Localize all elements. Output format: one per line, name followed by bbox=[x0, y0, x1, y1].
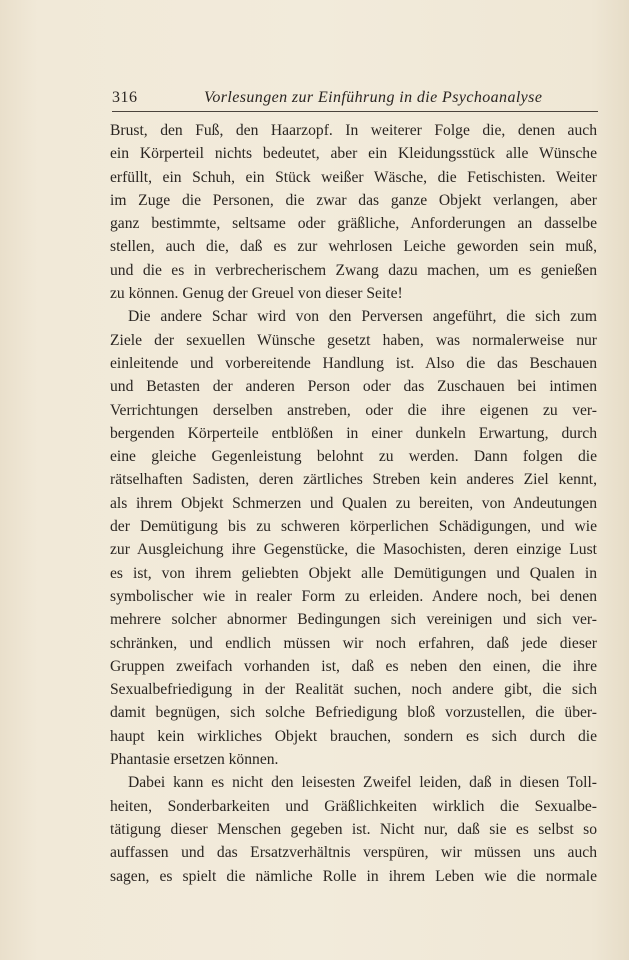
text-line: und die es in verbrecherischem Zwang dazu machen, um es genießen bbox=[110, 261, 597, 279]
text-line: damit begnügen, sich solche Befriedigung bloß vorzustellen, die über- bbox=[110, 704, 597, 722]
text-line: zur Ausgleichung ihre Gegenstücke, die Masochisten, deren einzige Lust bbox=[110, 541, 597, 559]
text-line: haupt kein wirkliches Objekt brauchen, sondern es sich durch die bbox=[110, 727, 597, 745]
text-line: als ihrem Objekt Schmerzen und Qualen zu bereiten, von Andeutungen bbox=[110, 494, 597, 512]
text-line: Ziele der sexuellen Wünsche gesetzt haben, was normalerweise nur bbox=[110, 331, 597, 349]
text-line: Brust, den Fuß, den Haarzopf. In weiterer Folge die, denen auch bbox=[110, 122, 597, 139]
text-line: und Betasten der anderen Person oder das Zuschauen bei intimen bbox=[110, 378, 597, 396]
text-line: Sexualbefriedigung in der Realität suchen, noch andere gibt, die sich bbox=[110, 681, 597, 699]
text-line: auffassen und das Ersatzverhältnis verspüren, wir müssen uns auch bbox=[110, 844, 597, 862]
text-line: Dabei kann es nicht den leisesten Zweifel leiden, daß in diesen Toll- bbox=[128, 774, 597, 792]
paragraph bbox=[110, 305, 597, 771]
paragraph bbox=[110, 119, 597, 305]
text-line: symbolischer wie in realer Form zu erleiden. Andere noch, bei denen bbox=[110, 587, 597, 605]
text-line: Gruppen zweifach vorhanden ist, daß es neben den einen, die ihre bbox=[110, 657, 597, 675]
text-line: schränken, und endlich müssen wir noch erfahren, daß jede dieser bbox=[110, 634, 597, 652]
text-line: ein Körperteil nichts bedeutet, aber ein Kleidungsstück alle Wünsche bbox=[110, 145, 597, 163]
text-line: einleitende und vorbereitende Handlung ist. Also die das Beschauen bbox=[110, 354, 597, 372]
header-rule bbox=[112, 111, 598, 112]
paragraph bbox=[110, 771, 597, 887]
text-line: Die andere Schar wird von den Perversen angeführt, die sich zum bbox=[128, 308, 597, 326]
text-line: stellen, auch die, daß es zur wehrlosen Leiche geworden sein muß, bbox=[110, 238, 597, 256]
text-line: rätselhaften Sadisten, deren zärtliches Streben kein anderes Ziel kennt, bbox=[110, 471, 597, 489]
text-line: erfüllt, ein Schuh, ein Stück weißer Wäsche, die Fetischisten. Weiter bbox=[110, 168, 597, 186]
text-line: im Zuge die Personen, die zwar das ganze Objekt verlangen, aber bbox=[110, 191, 597, 209]
text-line: eine gleiche Gegenleistung belohnt zu werden. Dann folgen die bbox=[110, 448, 597, 466]
body-text bbox=[110, 119, 597, 888]
text-line: sagen, es spielt die nämliche Rolle in ihrem Leben wie die normale bbox=[110, 867, 597, 885]
running-title: Vorlesungen zur Einführung in die Psychoanalyse bbox=[204, 89, 543, 106]
page-number: 316 bbox=[112, 89, 138, 106]
text-line: Verrichtungen derselben anstreben, oder die ihre eigenen zu ver- bbox=[110, 401, 597, 419]
text-line: heiten, Sonderbarkeiten und Gräßlichkeiten wirklich die Sexualbe- bbox=[110, 797, 597, 815]
text-line: Phantasie ersetzen können. bbox=[110, 751, 279, 769]
text-line: mehrere solcher abnormer Bedingungen sich vereinigen und sich ver- bbox=[110, 611, 597, 629]
text-line: tätigung dieser Menschen gegeben ist. Nicht nur, daß sie es selbst so bbox=[110, 820, 597, 838]
text-line: der Demütigung bis zu schweren körperlichen Schädigungen, und wie bbox=[110, 518, 597, 536]
text-line: es ist, von ihrem geliebten Objekt alle Demütigungen und Qualen in bbox=[110, 564, 597, 582]
text-line: ganz bestimmte, seltsame oder gräßliche, Anforderungen an dasselbe bbox=[110, 215, 597, 233]
text-line: bergenden Körperteile entblößen in einer dunkeln Erwartung, durch bbox=[110, 424, 597, 442]
text-line: zu können. Genug der Greuel von dieser Seite! bbox=[110, 285, 403, 303]
page-header bbox=[112, 89, 599, 109]
